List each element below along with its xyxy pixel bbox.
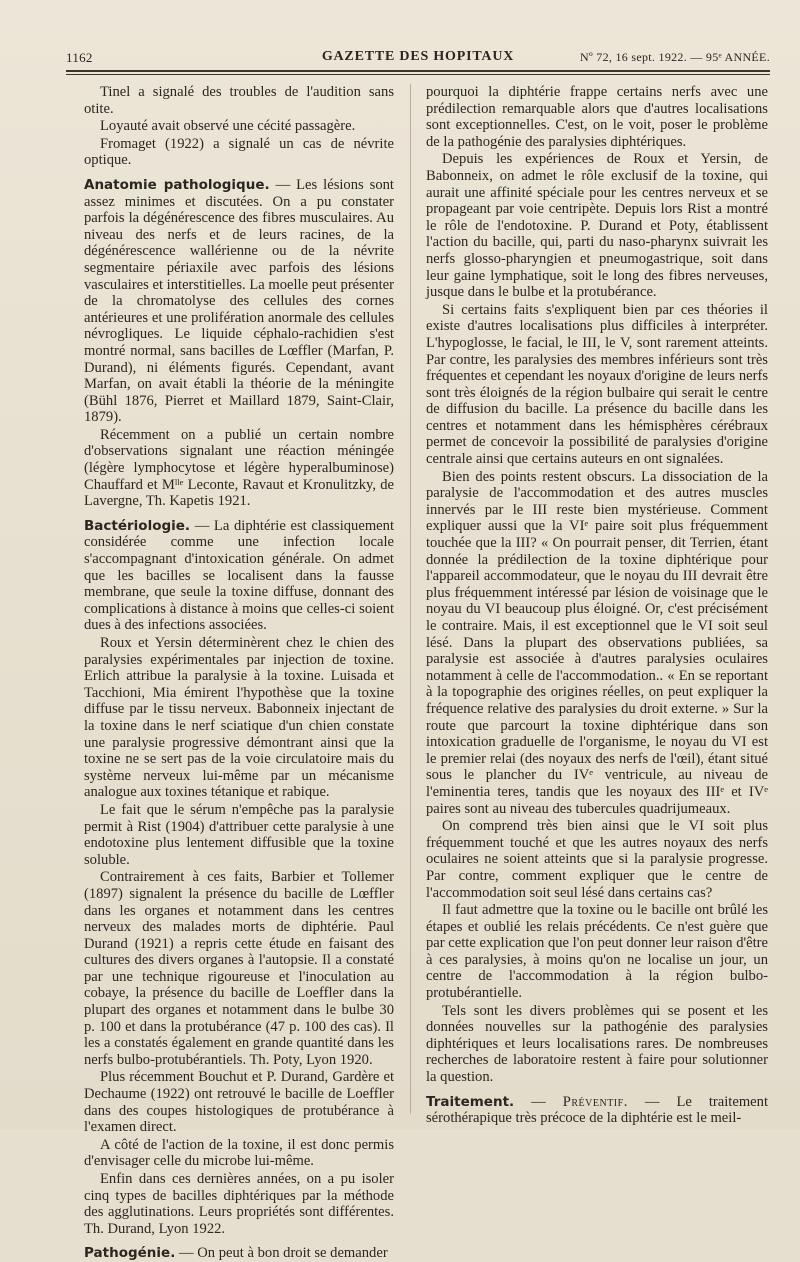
right-column: [426, 84, 768, 1127]
paragraph: Contrairement à ces faits, Barbier et Tollemer (1897) signalent la présence du bacille de Lœffler dans les organes et notamment dans les centres nerveux des malades morts de diphtérie. Paul Durand (1921) a repris cette étude en faisant des cultures des divers organes à l'autopsie. Il a constaté par une technique rigoureuse et l'inoculation au cobaye, la présence du bacille de Loeffler dans la plupart des organes et notamment dans le bulbe 30 p. 100 et dans la protubérance (47 p. 100 des cas). Il les a constatés également en grande quantité dans les nerfs bulbo-protubérantiels. Th. Poty, Lyon 1920.: [84, 869, 394, 1068]
paragraph: Il faut admettre que la toxine ou le bacille ont brûlé les étapes et oublié les relais précédents. Ce n'est guère que par cette explication que l'on peut donner leur raison d'être à ces paralysies, à moins qu'on ne localise un jour, un centre de l'accommodation à la région bulbo-protubérantielle.: [426, 902, 768, 1002]
section-anatomie: [84, 177, 394, 426]
paragraph: pourquoi la diphtérie frappe certains nerfs avec une prédilection remarquable alors que d'autres localisations sont exceptionnelles. C'est, on le voit, poser le problème de la pathogénie des paralysies diphtériques.: [426, 84, 768, 150]
running-header: [66, 46, 770, 68]
paragraph: Le fait que le sérum n'empêche pas la paralysie permit à Rist (1904) d'attribuer cette paralysie à une endotoxine plus lentement diffusible que la toxine soluble.: [84, 801, 394, 868]
section-heading: Pathogénie.: [84, 1245, 176, 1262]
journal-title: GAZETTE DES HOPITAUX: [321, 49, 515, 64]
section-traitement: Traitement. — Préventif. — Le traitement sérothérapique très précoce de la diphtérie est le meil-: [426, 1093, 768, 1127]
section-bacteriologie: [84, 518, 394, 634]
paragraph: On comprend très bien ainsi que le VI soit plus fréquemment touché et que les autres noyaux des nerfs oculaires ne soient atteints que si la paralysie progresse. Par contre, comment expliquer que le centre de l'accommodation soit seul lésé dans certains cas?: [426, 818, 768, 901]
paragraph: A côté de l'action de la toxine, il est donc permis d'envisager celle du microbe lui-même.: [84, 1136, 394, 1170]
section-pathogenie: [84, 1245, 394, 1262]
left-column: [84, 84, 394, 1262]
header-rule-thin: [66, 74, 770, 75]
section-text: — On peut à bon droit se demander: [175, 1245, 388, 1262]
page-number: 1162: [66, 50, 93, 65]
section-heading: Traitement.: [426, 1093, 515, 1110]
paragraph: Bien des points restent obscurs. La dissociation de la paralysie de l'accommodation et des autres muscles innervés par le III reste bien mystérieuse. Comment expliquer aussi que la VIᵉ paire soit plus fréquemment touchée que la III? « On pourrait penser, dit Terrien, étant donnée la prédilection de la toxine diphtérique pour l'appareil accommodateur, que le noyau du III devrait être plus fréquemment intéressé par lésion de voisinage que le noyau du VI beaucoup plus éloigné. Or, c'est précisément le contraire. Mais, il est exceptionnel que le VI soit seul lésé. Dans la plupart des observations publiées, sa paralysie est associée à d'autres paralysies oculaires notamment à celle de l'accommodation.. « En se reportant à la topographie des origines réelles, on peut expliquer la fréquence relative des paralysies du droit externe. » Sur la route que parcourt la toxine diphtérique dans son intoxication graduelle de l'organisme, le noyau du VI est le premier relai (des noyaux des nerfs de l'œil), étant situé sous le plancher du IVᵉ ventricule, au niveau de l'eminentia teres, tandis que les noyaux des IIIᵉ et IVᵉ paires sont au niveau des tubercules quadrijumeaux.: [426, 468, 768, 817]
section-text: — La diphtérie est classiquement considérée comme une infection locale s'accompagnant d'intoxication générale. On admet que les bacilles se localisent dans la fausse membrane, que seule la toxine diffuse, donnant des complications à distance à moins que celles-ci soient dues à des infections associées.: [84, 517, 394, 634]
paragraph: Enfin dans ces dernières années, on a pu isoler cinq types de bacilles diphtériques par la méthode des agglutinations. Leurs propriétés sont différentes. Th. Durand, Lyon 1922.: [84, 1171, 394, 1237]
paragraph: Tinel a signalé des troubles de l'audition sans otite.: [84, 84, 394, 117]
paragraph: Roux et Yersin déterminèrent chez le chien des paralysies expérimentales par injection de toxine. Erlich attribue la paralysie à la toxine. Luisada et Tacchioni, Mia émirent l'hypothèse que la toxine diffuse par le tissu nerveux. Babonneix injectant de la toxine dans le nerf sciatique d'un chien constate une paralysie progressive démontrant ainsi que la toxine ne se sert pas de la voie circulatoire mais du système nerveux lui-même par un mécanisme analogue aux toxines tétanique et rabique.: [84, 635, 394, 801]
paragraph: Si certains faits s'expliquent bien par ces théories il existe d'autres localisations plus difficiles à interpréter. L'hypoglosse, le facial, le III, le V, sont rarement atteints. Par contre, les paralysies des membres inférieurs sont très fréquentes et cependant les noyaux d'origine de leurs nerfs sont très éloignés de la région bulbaire qui serait le centre de diffusion du bacille. La présence du bacille dans les centres et notamment dans les hémisphères cérébraux permet de concevoir la possibilité de paralysies d'origine centrale ainsi que certains auteurs en ont signalées.: [426, 301, 768, 468]
paragraph: Loyauté avait observé une cécité passagère.: [100, 118, 356, 135]
paragraph: Depuis les expériences de Roux et Yersin, de Babonneix, on admet le rôle exclusif de la toxine, qui aurait une affinité spéciale pour les centres nerveux et se propageant par voie centripète. Depuis lors Rist a montré le rôle de l'endotoxine. P. Durand et Poty, établissent l'action du bacille, qui, parti du naso-pharynx suivrait les nerfs glosso-pharyngien et pneumogastrique, soit dans leur gaine lymphatique, soit le long des fibres nerveuses, jusque dans le bulbe et la protubérance.: [426, 151, 768, 301]
section-heading: Anatomie pathologique.: [84, 176, 270, 193]
section-heading: Bactériologie.: [84, 517, 191, 534]
paragraph: Tels sont les divers problèmes qui se posent et les données nouvelles sur la pathogénie des paralysies diphtériques et leurs localisations rares. De nombreuses recherches de laboratoire restent à faire pour solutionner la question.: [426, 1002, 768, 1086]
column-divider: [410, 84, 411, 1114]
subsection-heading: Préventif.: [562, 1093, 628, 1110]
section-text: — Les lésions sont assez minimes et discutées. On a pu constater parfois la dégénérescence des fibres musculaires. Au niveau des nerfs et de leurs racines, de la dégénérescence wallérienne ou de la névrite segmentaire périaxile avec parfois des lésions vasculaires et interstitielles. La moelle peut présenter de la chromatolyse des cellules des cornes antérieures et une prolifération anormale des cellules névrogliques. Le liquide céphalo-rachidien s'est montré normal, sans bacilles de Lœffler (Marfan, P. Durand), ni éléments figurés. Cependant, avant Marfan, on avait établi la théorie de la méningite (Bühl 1876, Pierret et Maillard 1879, Saint-Clair, 1879).: [84, 176, 394, 426]
paragraph: Fromaget (1922) a signalé un cas de névrite optique.: [84, 135, 394, 169]
section-text: — Le traitement sérothérapique très précoce de la diphtérie est le meil-: [426, 1093, 768, 1127]
paragraph: Récemment on a publié un certain nombre d'observations signalant une réaction méningée (légère lymphocytose et légère hyperalbuminose) Chauffard et Mˡˡᵉ Leconte, Ravaut et Kronulitzky, de Lavergne, Th. Kapetis 1921.: [84, 426, 394, 510]
issue-info: Nº 72, 16 sept. 1922. — 95ᵉ ANNÉE.: [580, 50, 770, 64]
header-rule-thick: [66, 70, 770, 72]
paragraph: Plus récemment Bouchut et P. Durand, Gardère et Dechaume (1922) ont retrouvé le bacille de Loeffler dans des coupes histologiques de protubérance à l'examen direct.: [84, 1069, 394, 1136]
